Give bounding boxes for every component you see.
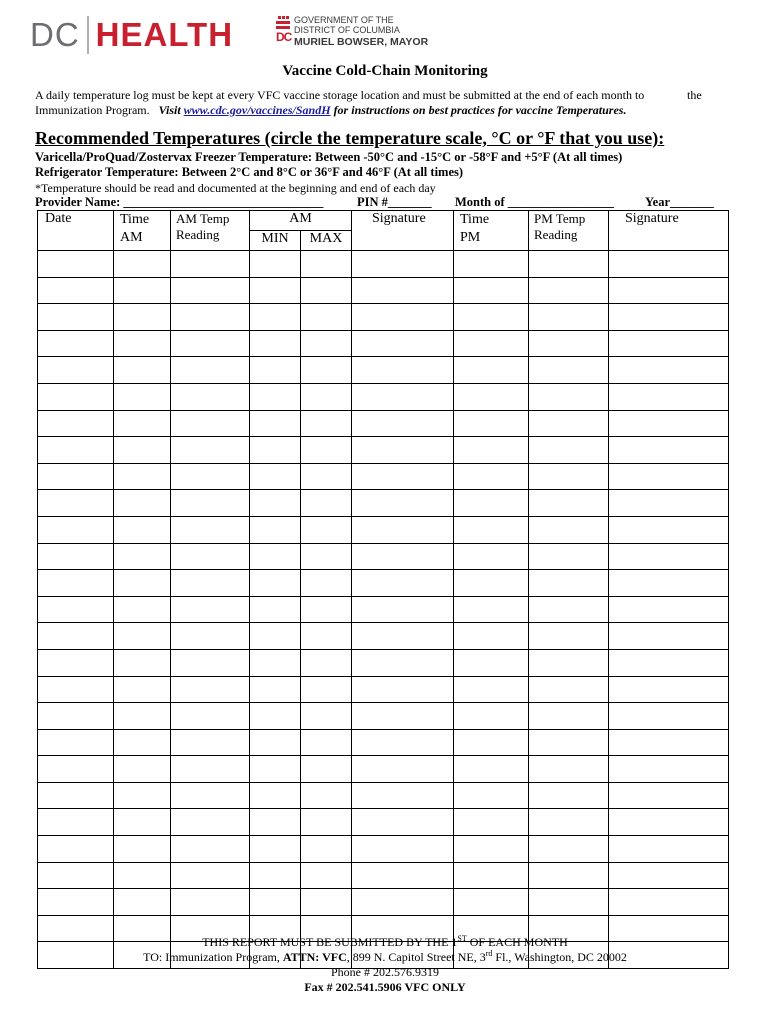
cell-pm-temp[interactable] <box>529 836 609 863</box>
cell-signature-am[interactable] <box>352 649 454 676</box>
cell-date[interactable] <box>38 277 114 304</box>
refrigerator-temperature: Refrigerator Temperature: Between 2°C and 8°C or 36°F and 46°F (At all times) <box>35 165 464 179</box>
header-signature-pm: Signature <box>609 211 729 251</box>
cell-pm-temp[interactable] <box>529 809 609 836</box>
cell-am-min[interactable] <box>250 703 301 730</box>
cell-time-am[interactable] <box>114 809 171 836</box>
cell-pm-temp[interactable] <box>529 251 609 278</box>
table-row <box>38 889 729 916</box>
table-row <box>38 649 729 676</box>
cell-date[interactable] <box>38 410 114 437</box>
cell-signature-pm[interactable] <box>609 570 729 597</box>
table-row <box>38 543 729 570</box>
cell-pm-temp[interactable] <box>529 756 609 783</box>
cell-am-min[interactable] <box>250 410 301 437</box>
cell-am-min[interactable] <box>250 570 301 597</box>
dc-health-logo <box>30 14 233 56</box>
cell-am-temp[interactable] <box>171 543 250 570</box>
reading-note: *Temperature should be read and documented at the beginning and end of each day <box>35 181 436 195</box>
cell-signature-am[interactable] <box>352 570 454 597</box>
cell-signature-pm[interactable] <box>609 889 729 916</box>
header-min: MIN <box>250 231 301 251</box>
cell-time-pm[interactable] <box>454 357 529 384</box>
cell-date[interactable] <box>38 596 114 623</box>
cell-signature-am[interactable] <box>352 809 454 836</box>
cell-time-pm[interactable] <box>454 543 529 570</box>
table-row <box>38 676 729 703</box>
cell-am-temp[interactable] <box>171 490 250 517</box>
cell-am-min[interactable] <box>250 330 301 357</box>
cell-time-am[interactable] <box>114 304 171 331</box>
cell-am-min[interactable] <box>250 251 301 278</box>
cell-time-pm[interactable] <box>454 304 529 331</box>
cell-date[interactable] <box>38 357 114 384</box>
cell-signature-am[interactable] <box>352 490 454 517</box>
cell-date[interactable] <box>38 889 114 916</box>
cell-am-max[interactable] <box>301 623 352 650</box>
footer-phone: Phone # 202.576.9319 <box>331 965 439 979</box>
cell-signature-pm[interactable] <box>609 516 729 543</box>
cell-pm-temp[interactable] <box>529 304 609 331</box>
cell-am-min[interactable] <box>250 649 301 676</box>
cell-pm-temp[interactable] <box>529 543 609 570</box>
cell-date[interactable] <box>38 543 114 570</box>
cell-pm-temp[interactable] <box>529 703 609 730</box>
month-field[interactable]: Month of _________________ <box>455 195 615 209</box>
cell-am-max[interactable] <box>301 304 352 331</box>
cell-time-pm[interactable] <box>454 251 529 278</box>
cell-time-am[interactable] <box>114 703 171 730</box>
table-row <box>38 596 729 623</box>
cell-am-max[interactable] <box>301 862 352 889</box>
header-signature-am: Signature <box>352 211 454 251</box>
cell-signature-am[interactable] <box>352 676 454 703</box>
cell-pm-temp[interactable] <box>529 676 609 703</box>
intro-line-1: A daily temperature log must be kept at every VFC vaccine storage location and must be submitted at the end of each month to <box>35 88 645 102</box>
table-row <box>38 782 729 809</box>
header-time-am: Time AM <box>114 211 171 251</box>
table-row <box>38 251 729 278</box>
temperature-log-table <box>37 210 729 969</box>
cell-signature-pm[interactable] <box>609 809 729 836</box>
cell-time-pm[interactable] <box>454 410 529 437</box>
cell-pm-temp[interactable] <box>529 490 609 517</box>
cell-time-pm[interactable] <box>454 330 529 357</box>
cell-signature-pm[interactable] <box>609 357 729 384</box>
cell-date[interactable] <box>38 330 114 357</box>
header-date: Date <box>38 211 114 251</box>
cell-date[interactable] <box>38 251 114 278</box>
cell-am-max[interactable] <box>301 836 352 863</box>
cell-time-pm[interactable] <box>454 836 529 863</box>
provider-fields <box>35 195 727 211</box>
cell-am-temp[interactable] <box>171 330 250 357</box>
cell-date[interactable] <box>38 703 114 730</box>
table-row <box>38 729 729 756</box>
cell-signature-am[interactable] <box>352 357 454 384</box>
table-row <box>38 330 729 357</box>
cell-am-max[interactable] <box>301 809 352 836</box>
cell-am-min[interactable] <box>250 357 301 384</box>
cell-signature-pm[interactable] <box>609 410 729 437</box>
cell-am-max[interactable] <box>301 649 352 676</box>
cell-am-max[interactable] <box>301 463 352 490</box>
cell-time-am[interactable] <box>114 251 171 278</box>
cell-pm-temp[interactable] <box>529 623 609 650</box>
cell-pm-temp[interactable] <box>529 437 609 464</box>
cell-signature-am[interactable] <box>352 251 454 278</box>
table-row <box>38 463 729 490</box>
cell-am-temp[interactable] <box>171 782 250 809</box>
footer-submit-notice: THIS REPORT MUST BE SUBMITTED BY THE 1ST OF EACH MONTH <box>202 934 568 949</box>
cell-time-pm[interactable] <box>454 676 529 703</box>
cell-signature-am[interactable] <box>352 383 454 410</box>
footer-fax: Fax # 202.541.5906 VFC ONLY <box>304 980 466 994</box>
header-pm-temp: PM Temp Reading <box>529 211 609 251</box>
cell-time-am[interactable] <box>114 330 171 357</box>
table-row <box>38 304 729 331</box>
cell-pm-temp[interactable] <box>529 463 609 490</box>
cell-time-am[interactable] <box>114 516 171 543</box>
cell-date[interactable] <box>38 782 114 809</box>
intro-paragraph <box>35 88 715 118</box>
cell-am-min[interactable] <box>250 889 301 916</box>
cell-am-max[interactable] <box>301 782 352 809</box>
cell-signature-am[interactable] <box>352 330 454 357</box>
cell-am-temp[interactable] <box>171 729 250 756</box>
cell-time-pm[interactable] <box>454 729 529 756</box>
cell-pm-temp[interactable] <box>529 516 609 543</box>
cell-date[interactable] <box>38 304 114 331</box>
cell-am-max[interactable] <box>301 543 352 570</box>
cell-date[interactable] <box>38 570 114 597</box>
cell-pm-temp[interactable] <box>529 729 609 756</box>
cell-signature-pm[interactable] <box>609 703 729 730</box>
cell-date[interactable] <box>38 729 114 756</box>
cell-am-min[interactable] <box>250 782 301 809</box>
cell-am-temp[interactable] <box>171 676 250 703</box>
cell-am-max[interactable] <box>301 703 352 730</box>
cell-signature-pm[interactable] <box>609 756 729 783</box>
recommended-temperatures-heading: Recommended Temperatures (circle the temperature scale, °C or °F that you use): <box>35 128 665 148</box>
cell-am-temp[interactable] <box>171 862 250 889</box>
table-row <box>38 437 729 464</box>
cell-am-temp[interactable] <box>171 649 250 676</box>
cell-signature-am[interactable] <box>352 516 454 543</box>
cell-am-temp[interactable] <box>171 756 250 783</box>
intro-line-2: Immunization Program. Visit www.cdc.gov/vaccines/SandH for instructions on best practices for vaccine Temperatures. <box>35 103 627 117</box>
cell-time-am[interactable] <box>114 676 171 703</box>
header-max: MAX <box>301 231 352 251</box>
cell-time-pm[interactable] <box>454 463 529 490</box>
cell-time-am[interactable] <box>114 649 171 676</box>
cell-time-pm[interactable] <box>454 383 529 410</box>
cell-signature-am[interactable] <box>352 703 454 730</box>
cell-time-pm[interactable] <box>454 516 529 543</box>
cell-date[interactable] <box>38 463 114 490</box>
cell-am-min[interactable] <box>250 437 301 464</box>
table-row <box>38 809 729 836</box>
cell-time-pm[interactable] <box>454 623 529 650</box>
cell-am-max[interactable] <box>301 277 352 304</box>
cell-am-max[interactable] <box>301 330 352 357</box>
cell-signature-pm[interactable] <box>609 383 729 410</box>
cell-signature-pm[interactable] <box>609 596 729 623</box>
table-row <box>38 277 729 304</box>
cell-time-am[interactable] <box>114 623 171 650</box>
table-row <box>38 516 729 543</box>
cell-time-pm[interactable] <box>454 570 529 597</box>
cell-pm-temp[interactable] <box>529 277 609 304</box>
cell-am-min[interactable] <box>250 516 301 543</box>
logo-health-text: HEALTH <box>95 16 234 53</box>
cell-time-pm[interactable] <box>454 277 529 304</box>
cell-am-max[interactable] <box>301 410 352 437</box>
cell-time-pm[interactable] <box>454 889 529 916</box>
cell-time-am[interactable] <box>114 889 171 916</box>
cell-time-pm[interactable] <box>454 782 529 809</box>
header-am: AM <box>250 211 352 231</box>
cell-am-max[interactable] <box>301 756 352 783</box>
cell-am-temp[interactable] <box>171 357 250 384</box>
cell-am-max[interactable] <box>301 570 352 597</box>
cell-signature-pm[interactable] <box>609 304 729 331</box>
cell-date[interactable] <box>38 862 114 889</box>
cell-signature-am[interactable] <box>352 782 454 809</box>
cell-pm-temp[interactable] <box>529 782 609 809</box>
cell-time-pm[interactable] <box>454 756 529 783</box>
cell-am-min[interactable] <box>250 304 301 331</box>
table-row <box>38 703 729 730</box>
cell-date[interactable] <box>38 756 114 783</box>
cell-pm-temp[interactable] <box>529 862 609 889</box>
cell-am-temp[interactable] <box>171 463 250 490</box>
cell-am-max[interactable] <box>301 490 352 517</box>
cell-time-am[interactable] <box>114 543 171 570</box>
cell-signature-am[interactable] <box>352 304 454 331</box>
table-row <box>38 410 729 437</box>
cell-am-min[interactable] <box>250 383 301 410</box>
cell-pm-temp[interactable] <box>529 596 609 623</box>
cell-am-min[interactable] <box>250 490 301 517</box>
cell-time-am[interactable] <box>114 756 171 783</box>
cell-signature-am[interactable] <box>352 596 454 623</box>
cell-time-am[interactable] <box>114 596 171 623</box>
table-row <box>38 836 729 863</box>
cell-time-pm[interactable] <box>454 649 529 676</box>
cell-time-am[interactable] <box>114 782 171 809</box>
cell-am-max[interactable] <box>301 251 352 278</box>
cell-signature-pm[interactable] <box>609 277 729 304</box>
cell-time-am[interactable] <box>114 410 171 437</box>
cell-signature-pm[interactable] <box>609 463 729 490</box>
cell-am-max[interactable] <box>301 676 352 703</box>
cell-date[interactable] <box>38 676 114 703</box>
cell-date[interactable] <box>38 623 114 650</box>
cell-signature-pm[interactable] <box>609 251 729 278</box>
cell-am-min[interactable] <box>250 836 301 863</box>
cell-am-temp[interactable] <box>171 703 250 730</box>
cell-am-min[interactable] <box>250 596 301 623</box>
table-row <box>38 862 729 889</box>
cell-date[interactable] <box>38 516 114 543</box>
cell-signature-am[interactable] <box>352 437 454 464</box>
cell-am-min[interactable] <box>250 809 301 836</box>
cell-am-min[interactable] <box>250 623 301 650</box>
cell-time-pm[interactable] <box>454 596 529 623</box>
intro-line-1-end: the <box>687 88 702 102</box>
cell-pm-temp[interactable] <box>529 649 609 676</box>
cell-time-pm[interactable] <box>454 437 529 464</box>
cell-signature-pm[interactable] <box>609 330 729 357</box>
cell-am-temp[interactable] <box>171 570 250 597</box>
cell-signature-pm[interactable] <box>609 623 729 650</box>
cell-date[interactable] <box>38 490 114 517</box>
cell-am-min[interactable] <box>250 756 301 783</box>
gov-line-3: MURIEL BOWSER, MAYOR <box>294 36 429 48</box>
page-title: Vaccine Cold-Chain Monitoring <box>282 63 488 79</box>
cell-time-pm[interactable] <box>454 490 529 517</box>
cell-am-temp[interactable] <box>171 516 250 543</box>
cell-am-max[interactable] <box>301 516 352 543</box>
cell-signature-pm[interactable] <box>609 782 729 809</box>
cell-time-am[interactable] <box>114 490 171 517</box>
dc-government-logo <box>276 15 429 49</box>
cell-am-temp[interactable] <box>171 809 250 836</box>
cell-time-pm[interactable] <box>454 703 529 730</box>
table-row <box>38 570 729 597</box>
gov-line-2: DISTRICT OF COLUMBIA <box>294 25 400 35</box>
cell-pm-temp[interactable] <box>529 330 609 357</box>
cell-signature-pm[interactable] <box>609 437 729 464</box>
cell-signature-pm[interactable] <box>609 490 729 517</box>
cell-am-temp[interactable] <box>171 383 250 410</box>
cell-am-temp[interactable] <box>171 410 250 437</box>
cell-pm-temp[interactable] <box>529 357 609 384</box>
table-row <box>38 623 729 650</box>
cell-signature-am[interactable] <box>352 623 454 650</box>
cell-signature-pm[interactable] <box>609 729 729 756</box>
cell-date[interactable] <box>38 649 114 676</box>
cell-time-am[interactable] <box>114 277 171 304</box>
cell-signature-am[interactable] <box>352 277 454 304</box>
cell-date[interactable] <box>38 809 114 836</box>
cell-pm-temp[interactable] <box>529 889 609 916</box>
cell-time-am[interactable] <box>114 357 171 384</box>
cell-signature-am[interactable] <box>352 410 454 437</box>
cell-am-max[interactable] <box>301 729 352 756</box>
year-field[interactable]: Year_______ <box>645 195 714 209</box>
cell-am-temp[interactable] <box>171 437 250 464</box>
cell-signature-pm[interactable] <box>609 543 729 570</box>
table-row <box>38 490 729 517</box>
cell-time-am[interactable] <box>114 836 171 863</box>
cell-time-am[interactable] <box>114 570 171 597</box>
cell-am-min[interactable] <box>250 277 301 304</box>
cell-signature-pm[interactable] <box>609 836 729 863</box>
cell-am-temp[interactable] <box>171 889 250 916</box>
cell-signature-am[interactable] <box>352 463 454 490</box>
cell-time-pm[interactable] <box>454 862 529 889</box>
cell-am-max[interactable] <box>301 437 352 464</box>
cell-signature-am[interactable] <box>352 889 454 916</box>
table-row <box>38 383 729 410</box>
header-time-pm: Time PM <box>454 211 529 251</box>
cell-pm-temp[interactable] <box>529 383 609 410</box>
cell-signature-am[interactable] <box>352 862 454 889</box>
cell-pm-temp[interactable] <box>529 410 609 437</box>
gov-line-1: GOVERNMENT OF THE <box>294 15 394 25</box>
cell-am-temp[interactable] <box>171 304 250 331</box>
cell-am-min[interactable] <box>250 463 301 490</box>
cell-am-temp[interactable] <box>171 623 250 650</box>
cell-date[interactable] <box>38 836 114 863</box>
cell-am-max[interactable] <box>301 357 352 384</box>
cell-time-am[interactable] <box>114 729 171 756</box>
cell-am-min[interactable] <box>250 729 301 756</box>
cell-am-min[interactable] <box>250 676 301 703</box>
cell-signature-pm[interactable] <box>609 676 729 703</box>
cell-signature-am[interactable] <box>352 729 454 756</box>
cell-time-am[interactable] <box>114 862 171 889</box>
pin-field[interactable]: PIN #_______ <box>357 195 432 209</box>
cell-time-pm[interactable] <box>454 809 529 836</box>
cell-time-am[interactable] <box>114 463 171 490</box>
cell-am-min[interactable] <box>250 862 301 889</box>
dc-flag-icon: DC <box>276 16 290 48</box>
logo-dc-text: DC <box>30 16 80 53</box>
cell-pm-temp[interactable] <box>529 570 609 597</box>
cell-signature-pm[interactable] <box>609 862 729 889</box>
cell-time-am[interactable] <box>114 383 171 410</box>
cell-date[interactable] <box>38 383 114 410</box>
freezer-temperature: Varicella/ProQuad/Zostervax Freezer Temperature: Between -50°C and -15°C or -58°F and +5°F (At all times) <box>35 150 623 164</box>
cell-signature-pm[interactable] <box>609 649 729 676</box>
cell-date[interactable] <box>38 437 114 464</box>
cell-time-am[interactable] <box>114 437 171 464</box>
cell-am-temp[interactable] <box>171 277 250 304</box>
provider-name-field[interactable]: Provider Name: ________________________________ <box>35 195 324 209</box>
cell-signature-am[interactable] <box>352 756 454 783</box>
cell-am-min[interactable] <box>250 543 301 570</box>
logo-divider <box>87 16 89 54</box>
cell-am-max[interactable] <box>301 383 352 410</box>
cell-signature-am[interactable] <box>352 836 454 863</box>
cell-signature-am[interactable] <box>352 543 454 570</box>
header-am-temp: AM Temp Reading <box>171 211 250 251</box>
cell-am-temp[interactable] <box>171 251 250 278</box>
table-row <box>38 357 729 384</box>
cell-am-max[interactable] <box>301 596 352 623</box>
table-row <box>38 756 729 783</box>
sandh-link[interactable]: www.cdc.gov/vaccines/SandH <box>183 103 331 117</box>
cell-am-temp[interactable] <box>171 836 250 863</box>
cell-am-temp[interactable] <box>171 596 250 623</box>
cell-am-max[interactable] <box>301 889 352 916</box>
footer-address: TO: Immunization Program, ATTN: VFC, 899 N. Capitol Street NE, 3rd Fl., Washington, DC 20002 <box>143 949 627 964</box>
